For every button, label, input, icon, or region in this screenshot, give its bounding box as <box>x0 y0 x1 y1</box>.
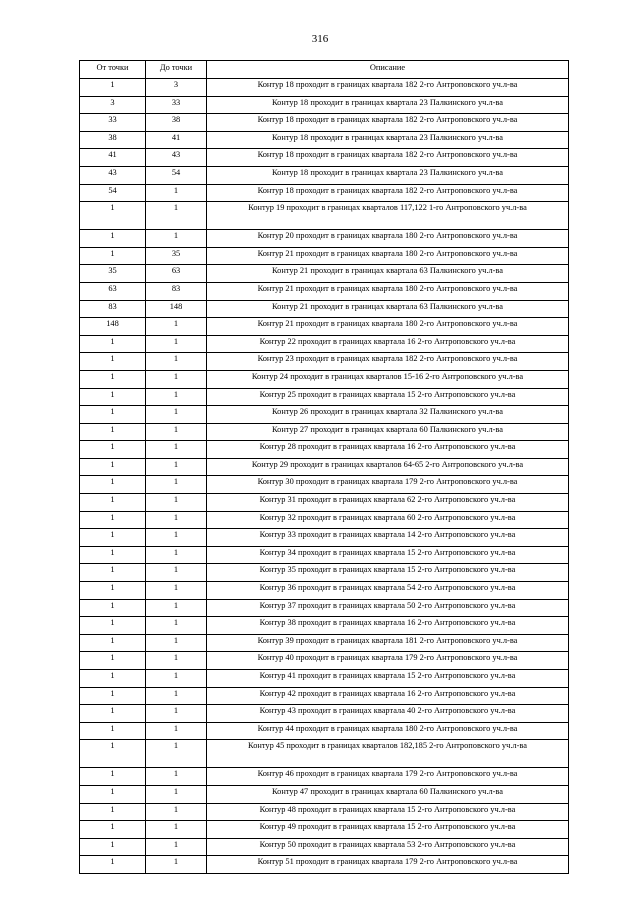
cell-to-point: 1 <box>146 652 207 670</box>
table-row <box>80 803 569 821</box>
cell-description: Контур 21 проходит в границах квартала 63 Палкинского уч.л-ва <box>207 265 569 283</box>
cell-to-point: 1 <box>146 184 207 202</box>
table-row <box>80 529 569 547</box>
cell-to-point: 38 <box>146 114 207 132</box>
cell-to-point: 1 <box>146 423 207 441</box>
cell-to-point: 1 <box>146 705 207 723</box>
cell-description: Контур 24 проходит в границах кварталов 15-16 2-го Антроповского уч.л-ва <box>207 370 569 388</box>
cell-from-point: 33 <box>80 114 146 132</box>
cell-from-point: 1 <box>80 494 146 512</box>
cell-from-point: 1 <box>80 370 146 388</box>
cell-description: Контур 18 проходит в границах квартала 182 2-го Антроповского уч.л-ва <box>207 184 569 202</box>
cell-description: Контур 33 проходит в границах квартала 14 2-го Антроповского уч.л-ва <box>207 529 569 547</box>
table-row <box>80 599 569 617</box>
table-row <box>80 335 569 353</box>
cell-from-point: 1 <box>80 599 146 617</box>
cell-to-point: 83 <box>146 282 207 300</box>
cell-to-point: 1 <box>146 335 207 353</box>
cell-to-point: 1 <box>146 838 207 856</box>
table-row <box>80 149 569 167</box>
cell-to-point: 1 <box>146 458 207 476</box>
cell-description: Контур 51 проходит в границах квартала 179 2-го Антроповского уч.л-ва <box>207 856 569 874</box>
table-row <box>80 282 569 300</box>
cell-description: Контур 29 проходит в границах кварталов 64-65 2-го Антроповского уч.л-ва <box>207 458 569 476</box>
cell-to-point: 1 <box>146 582 207 600</box>
cell-to-point: 1 <box>146 670 207 688</box>
page-number: 316 <box>311 33 329 45</box>
cell-from-point: 1 <box>80 441 146 459</box>
table-row <box>80 166 569 184</box>
cell-to-point: 1 <box>146 511 207 529</box>
cell-description: Контур 18 проходит в границах квартала 182 2-го Антроповского уч.л-ва <box>207 149 569 167</box>
table-row <box>80 511 569 529</box>
cell-to-point: 1 <box>146 318 207 336</box>
cell-description: Контур 46 проходит в границах квартала 179 2-го Антроповского уч.л-ва <box>207 768 569 786</box>
table-row <box>80 821 569 839</box>
table-body <box>80 79 569 874</box>
cell-description: Контур 35 проходит в границах квартала 15 2-го Антроповского уч.л-ва <box>207 564 569 582</box>
cell-from-point: 1 <box>80 785 146 803</box>
cell-from-point: 1 <box>80 458 146 476</box>
cell-description: Контур 32 проходит в границах квартала 60 2-го Антроповского уч.л-ва <box>207 511 569 529</box>
cell-description: Контур 39 проходит в границах квартала 181 2-го Антроповского уч.л-ва <box>207 634 569 652</box>
table-row <box>80 300 569 318</box>
cell-from-point: 1 <box>80 838 146 856</box>
cell-from-point: 1 <box>80 652 146 670</box>
cell-from-point: 1 <box>80 335 146 353</box>
cell-description: Контур 23 проходит в границах квартала 182 2-го Антроповского уч.л-ва <box>207 353 569 371</box>
cell-to-point: 3 <box>146 79 207 97</box>
cell-to-point: 1 <box>146 546 207 564</box>
cell-from-point: 1 <box>80 740 146 768</box>
cell-description: Контур 43 проходит в границах квартала 40 2-го Антроповского уч.л-ва <box>207 705 569 723</box>
cell-to-point: 1 <box>146 441 207 459</box>
cell-from-point: 35 <box>80 265 146 283</box>
cell-from-point: 1 <box>80 247 146 265</box>
cell-from-point: 83 <box>80 300 146 318</box>
cell-from-point: 1 <box>80 423 146 441</box>
cell-description: Контур 18 проходит в границах квартала 182 2-го Антроповского уч.л-ва <box>207 79 569 97</box>
table-row <box>80 184 569 202</box>
table-row <box>80 652 569 670</box>
cell-from-point: 1 <box>80 821 146 839</box>
cell-to-point: 1 <box>146 803 207 821</box>
cell-to-point: 1 <box>146 768 207 786</box>
table-row <box>80 388 569 406</box>
table-row <box>80 722 569 740</box>
cell-from-point: 148 <box>80 318 146 336</box>
cell-description: Контур 45 проходит в границах кварталов 182,185 2-го Антроповского уч.л-ва <box>207 740 569 768</box>
cell-to-point: 1 <box>146 202 207 230</box>
cell-to-point: 1 <box>146 230 207 248</box>
cell-from-point: 1 <box>80 406 146 424</box>
cell-from-point: 1 <box>80 803 146 821</box>
cell-from-point: 1 <box>80 617 146 635</box>
cell-description: Контур 30 проходит в границах квартала 179 2-го Антроповского уч.л-ва <box>207 476 569 494</box>
cell-from-point: 1 <box>80 79 146 97</box>
cell-from-point: 38 <box>80 131 146 149</box>
cell-description: Контур 44 проходит в границах квартала 180 2-го Антроповского уч.л-ва <box>207 722 569 740</box>
cell-from-point: 1 <box>80 388 146 406</box>
cell-from-point: 43 <box>80 166 146 184</box>
table-row <box>80 838 569 856</box>
table-row <box>80 247 569 265</box>
table-row <box>80 318 569 336</box>
cell-description: Контур 21 проходит в границах квартала 180 2-го Антроповского уч.л-ва <box>207 247 569 265</box>
cell-from-point: 1 <box>80 687 146 705</box>
boundary-table <box>79 60 569 874</box>
table-row <box>80 458 569 476</box>
table-row <box>80 768 569 786</box>
cell-to-point: 54 <box>146 166 207 184</box>
cell-to-point: 1 <box>146 494 207 512</box>
table-row <box>80 564 569 582</box>
table-row <box>80 265 569 283</box>
table-row <box>80 353 569 371</box>
cell-from-point: 1 <box>80 353 146 371</box>
cell-from-point: 54 <box>80 184 146 202</box>
cell-from-point: 1 <box>80 768 146 786</box>
cell-description: Контур 28 проходит в границах квартала 16 2-го Антроповского уч.л-ва <box>207 441 569 459</box>
table-row <box>80 423 569 441</box>
table-row <box>80 785 569 803</box>
cell-from-point: 1 <box>80 511 146 529</box>
cell-to-point: 1 <box>146 687 207 705</box>
cell-to-point: 33 <box>146 96 207 114</box>
cell-description: Контур 37 проходит в границах квартала 50 2-го Антроповского уч.л-ва <box>207 599 569 617</box>
cell-to-point: 41 <box>146 131 207 149</box>
cell-from-point: 1 <box>80 670 146 688</box>
cell-from-point: 1 <box>80 634 146 652</box>
table-row <box>80 634 569 652</box>
cell-description: Контур 18 проходит в границах квартала 23 Палкинского уч.л-ва <box>207 96 569 114</box>
cell-from-point: 1 <box>80 564 146 582</box>
cell-to-point: 148 <box>146 300 207 318</box>
cell-description: Контур 22 проходит в границах квартала 16 2-го Антроповского уч.л-ва <box>207 335 569 353</box>
table-row <box>80 370 569 388</box>
table-row <box>80 670 569 688</box>
cell-description: Контур 19 проходит в границах кварталов 117,122 1-го Антроповского уч.л-ва <box>207 202 569 230</box>
table-row <box>80 546 569 564</box>
cell-from-point: 1 <box>80 202 146 230</box>
cell-to-point: 1 <box>146 353 207 371</box>
table-row <box>80 202 569 230</box>
cell-to-point: 1 <box>146 476 207 494</box>
table-row <box>80 687 569 705</box>
cell-to-point: 1 <box>146 370 207 388</box>
cell-description: Контур 38 проходит в границах квартала 16 2-го Антроповского уч.л-ва <box>207 617 569 635</box>
cell-to-point: 35 <box>146 247 207 265</box>
cell-to-point: 1 <box>146 406 207 424</box>
cell-description: Контур 42 проходит в границах квартала 16 2-го Антроповского уч.л-ва <box>207 687 569 705</box>
cell-description: Контур 18 проходит в границах квартала 23 Палкинского уч.л-ва <box>207 166 569 184</box>
cell-description: Контур 21 проходит в границах квартала 180 2-го Антроповского уч.л-ва <box>207 318 569 336</box>
cell-from-point: 1 <box>80 529 146 547</box>
table-row <box>80 441 569 459</box>
cell-from-point: 1 <box>80 582 146 600</box>
table-row <box>80 856 569 874</box>
cell-from-point: 1 <box>80 722 146 740</box>
table-row <box>80 230 569 248</box>
cell-description: Контур 18 проходит в границах квартала 23 Палкинского уч.л-ва <box>207 131 569 149</box>
cell-from-point: 1 <box>80 230 146 248</box>
table-row <box>80 617 569 635</box>
cell-from-point: 3 <box>80 96 146 114</box>
cell-description: Контур 36 проходит в границах квартала 54 2-го Антроповского уч.л-ва <box>207 582 569 600</box>
header-from-point: От точки <box>80 61 146 79</box>
cell-description: Контур 21 проходит в границах квартала 180 2-го Антроповского уч.л-ва <box>207 282 569 300</box>
table-row <box>80 131 569 149</box>
cell-from-point: 41 <box>80 149 146 167</box>
cell-description: Контур 31 проходит в границах квартала 62 2-го Антроповского уч.л-ва <box>207 494 569 512</box>
table-row <box>80 705 569 723</box>
cell-to-point: 1 <box>146 564 207 582</box>
cell-description: Контур 26 проходит в границах квартала 32 Палкинского уч.л-ва <box>207 406 569 424</box>
cell-description: Контур 18 проходит в границах квартала 182 2-го Антроповского уч.л-ва <box>207 114 569 132</box>
table-row <box>80 79 569 97</box>
cell-to-point: 43 <box>146 149 207 167</box>
cell-description: Контур 41 проходит в границах квартала 15 2-го Антроповского уч.л-ва <box>207 670 569 688</box>
cell-to-point: 1 <box>146 634 207 652</box>
cell-description: Контур 25 проходит в границах квартала 15 2-го Антроповского уч.л-ва <box>207 388 569 406</box>
cell-to-point: 63 <box>146 265 207 283</box>
cell-to-point: 1 <box>146 821 207 839</box>
cell-from-point: 1 <box>80 476 146 494</box>
table-row <box>80 114 569 132</box>
cell-to-point: 1 <box>146 740 207 768</box>
table-row <box>80 96 569 114</box>
cell-description: Контур 20 проходит в границах квартала 180 2-го Антроповского уч.л-ва <box>207 230 569 248</box>
table-row <box>80 582 569 600</box>
cell-to-point: 1 <box>146 529 207 547</box>
cell-description: Контур 27 проходит в границах квартала 60 Палкинского уч.л-ва <box>207 423 569 441</box>
header-to-point: До точки <box>146 61 207 79</box>
cell-to-point: 1 <box>146 785 207 803</box>
cell-description: Контур 47 проходит в границах квартала 60 Палкинского уч.л-ва <box>207 785 569 803</box>
cell-from-point: 1 <box>80 546 146 564</box>
cell-description: Контур 40 проходит в границах квартала 179 2-го Антроповского уч.л-ва <box>207 652 569 670</box>
cell-from-point: 1 <box>80 705 146 723</box>
cell-description: Контур 49 проходит в границах квартала 15 2-го Антроповского уч.л-ва <box>207 821 569 839</box>
cell-to-point: 1 <box>146 388 207 406</box>
cell-to-point: 1 <box>146 617 207 635</box>
cell-from-point: 63 <box>80 282 146 300</box>
cell-description: Контур 21 проходит в границах квартала 63 Палкинского уч.л-ва <box>207 300 569 318</box>
cell-description: Контур 50 проходит в границах квартала 53 2-го Антроповского уч.л-ва <box>207 838 569 856</box>
table-row <box>80 494 569 512</box>
cell-to-point: 1 <box>146 599 207 617</box>
cell-description: Контур 48 проходит в границах квартала 15 2-го Антроповского уч.л-ва <box>207 803 569 821</box>
cell-to-point: 1 <box>146 856 207 874</box>
cell-to-point: 1 <box>146 722 207 740</box>
table-row <box>80 406 569 424</box>
cell-description: Контур 34 проходит в границах квартала 15 2-го Антроповского уч.л-ва <box>207 546 569 564</box>
header-description: Описание <box>207 61 569 79</box>
table-row <box>80 476 569 494</box>
table-header-row <box>80 61 569 79</box>
table-row <box>80 740 569 768</box>
cell-from-point: 1 <box>80 856 146 874</box>
